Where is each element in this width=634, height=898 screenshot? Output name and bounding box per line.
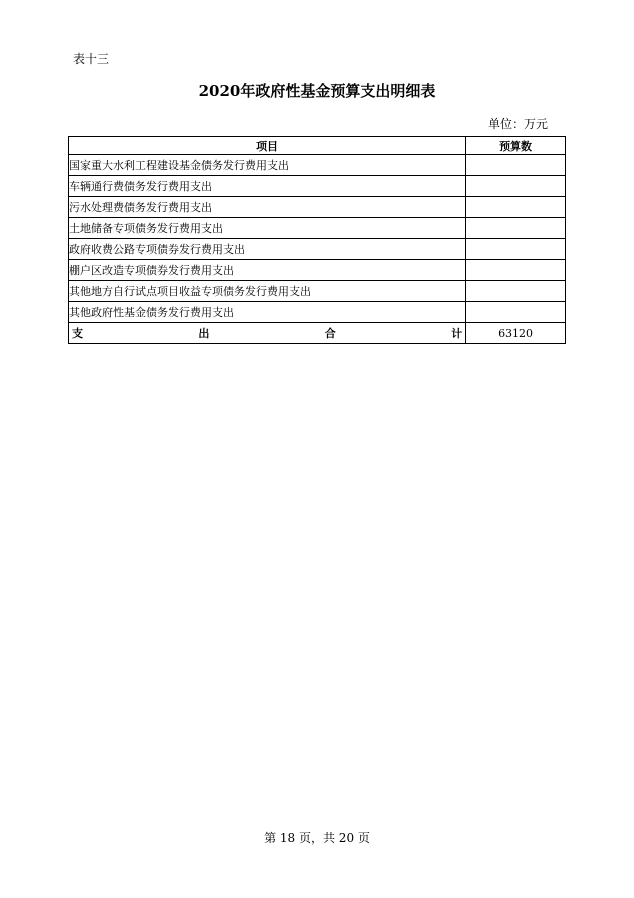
row-amount (466, 155, 566, 176)
column-header-amount: 预算数 (466, 137, 566, 155)
row-item-name: 政府收费公路专项债券发行费用支出 (69, 239, 466, 260)
row-item-name: 其他地方自行试点项目收益专项债务发行费用支出 (69, 281, 466, 302)
page-footer: 第 18 页，共 20 页 (264, 831, 370, 845)
table-row (69, 302, 566, 323)
table-row (69, 260, 566, 281)
total-row (69, 323, 566, 344)
total-label-char: 出 (198, 327, 210, 340)
total-amount: 63120 (466, 323, 566, 344)
total-label-char: 计 (451, 327, 463, 340)
budget-table (68, 136, 566, 344)
row-amount (466, 218, 566, 239)
row-amount (466, 260, 566, 281)
table-header-row (69, 137, 566, 155)
page-title: 2020年政府性基金预算支出明细表 (198, 82, 436, 100)
row-amount (466, 197, 566, 218)
row-item-name: 车辆通行费债务发行费用支出 (69, 176, 466, 197)
unit-label: 单位：万元 (487, 117, 548, 131)
table-row (69, 155, 566, 176)
row-item-name: 土地储备专项债务发行费用支出 (69, 218, 466, 239)
column-header-item: 项目 (69, 137, 466, 155)
row-amount (466, 176, 566, 197)
table-row (69, 239, 566, 260)
table-row (69, 281, 566, 302)
row-item-name: 国家重大水利工程建设基金债务发行费用支出 (69, 155, 466, 176)
row-item-name: 污水处理费债务发行费用支出 (69, 197, 466, 218)
table-row (69, 218, 566, 239)
table-row (69, 176, 566, 197)
total-label-char: 支 (72, 327, 83, 340)
total-label (69, 323, 466, 344)
row-item-name: 其他政府性基金债务发行费用支出 (69, 302, 466, 323)
total-label-char: 合 (324, 327, 336, 340)
table-number-label: 表十三 (73, 52, 110, 66)
table-row (69, 197, 566, 218)
row-amount (466, 302, 566, 323)
row-amount (466, 239, 566, 260)
row-amount (466, 281, 566, 302)
row-item-name: 棚户区改造专项债券发行费用支出 (69, 260, 466, 281)
